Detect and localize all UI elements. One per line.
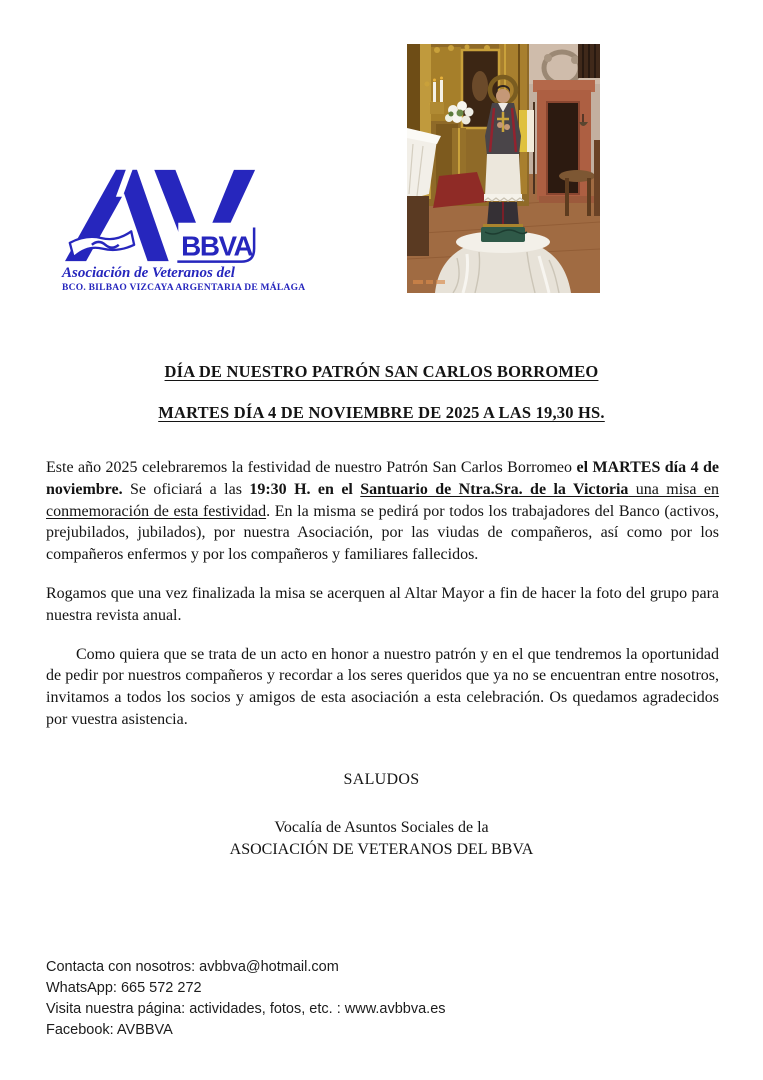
- paragraph-announcement: [46, 457, 719, 566]
- signature-association: ASOCIACIÓN DE VETERANOS DEL BBVA: [229, 840, 534, 858]
- p1-text: Este año 2025 celebraremos la festividad de nuestro Patrón San Carlos Borromeo: [46, 459, 577, 476]
- bbva-wordmark: BBVA: [181, 230, 253, 262]
- contact-footer: [46, 957, 446, 1041]
- patron-statue-photo: [407, 44, 600, 293]
- avbbva-logo-icon: [62, 168, 260, 264]
- footer-website: Visita nuestra página: actividades, fotos, etc. : www.avbbva.es: [46, 1001, 446, 1017]
- signature-department: Vocalía de Asuntos Sociales de la: [274, 819, 489, 836]
- letter-body: [46, 457, 719, 748]
- p1-text: . En la misma se pedirá por todos los trabajadores del Banco (activos, prejubilados, jubilados), por nuestra Asociación, por las viudas de compañeros, así como por los compañeros enfermos y por los compañeros y familiares fallecidos.: [46, 502, 720, 564]
- footer-whatsapp: WhatsApp: 665 572 272: [46, 980, 202, 996]
- paragraph-photo-request: Rogamos que una vez finalizada la misa se acerquen al Altar Mayor a fin de hacer la foto del grupo para nuestra revista anual.: [46, 584, 719, 624]
- document-title: DÍA DE NUESTRO PATRÓN SAN CARLOS BORROMEO: [164, 362, 599, 381]
- paragraph-invitation: Como quiera que se trata de un acto en honor a nuestro patrón y en el que tendremos la oportunidad de pedir por nuestros compañeros y recordar a los seres queridos que ya no se encuentran entre nosotros, invitamos a todos los socios y amigos de esta asociación a esta celebración. Os quedamos agradecidos por vuestra asistencia.: [46, 645, 719, 728]
- p1-sanctuary-bold-underline: Santuario de Ntra.Sra. de la Victoria: [360, 480, 629, 498]
- avbbva-logo-block: [62, 168, 306, 293]
- signature-block: [0, 817, 763, 860]
- closing-salutation: SALUDOS: [343, 771, 420, 788]
- footer-facebook: Facebook: AVBBVA: [46, 1022, 173, 1038]
- church-statue-image: [407, 44, 600, 293]
- footer-contact-email: Contacta con nosotros: avbbva@hotmail.com: [46, 959, 339, 975]
- p1-date-bold: el MARTES día 4 de noviembre.: [46, 459, 720, 498]
- photo-timestamp-watermark: [413, 280, 445, 284]
- p1-mass-underline: una misa en conmemoración de esta festividad: [46, 480, 720, 520]
- logo-association-name: Asociación de Veteranos del: [62, 265, 235, 281]
- logo-bank-name: BCO. BILBAO VIZCAYA ARGENTARIA DE MÁLAGA: [62, 283, 306, 293]
- p1-time-bold: 19:30 H. en el: [249, 480, 361, 498]
- p1-text: Se oficiará a las: [122, 480, 250, 498]
- document-subtitle-date: MARTES DÍA 4 DE NOVIEMBRE DE 2025 A LAS 19,30 HS.: [158, 403, 605, 422]
